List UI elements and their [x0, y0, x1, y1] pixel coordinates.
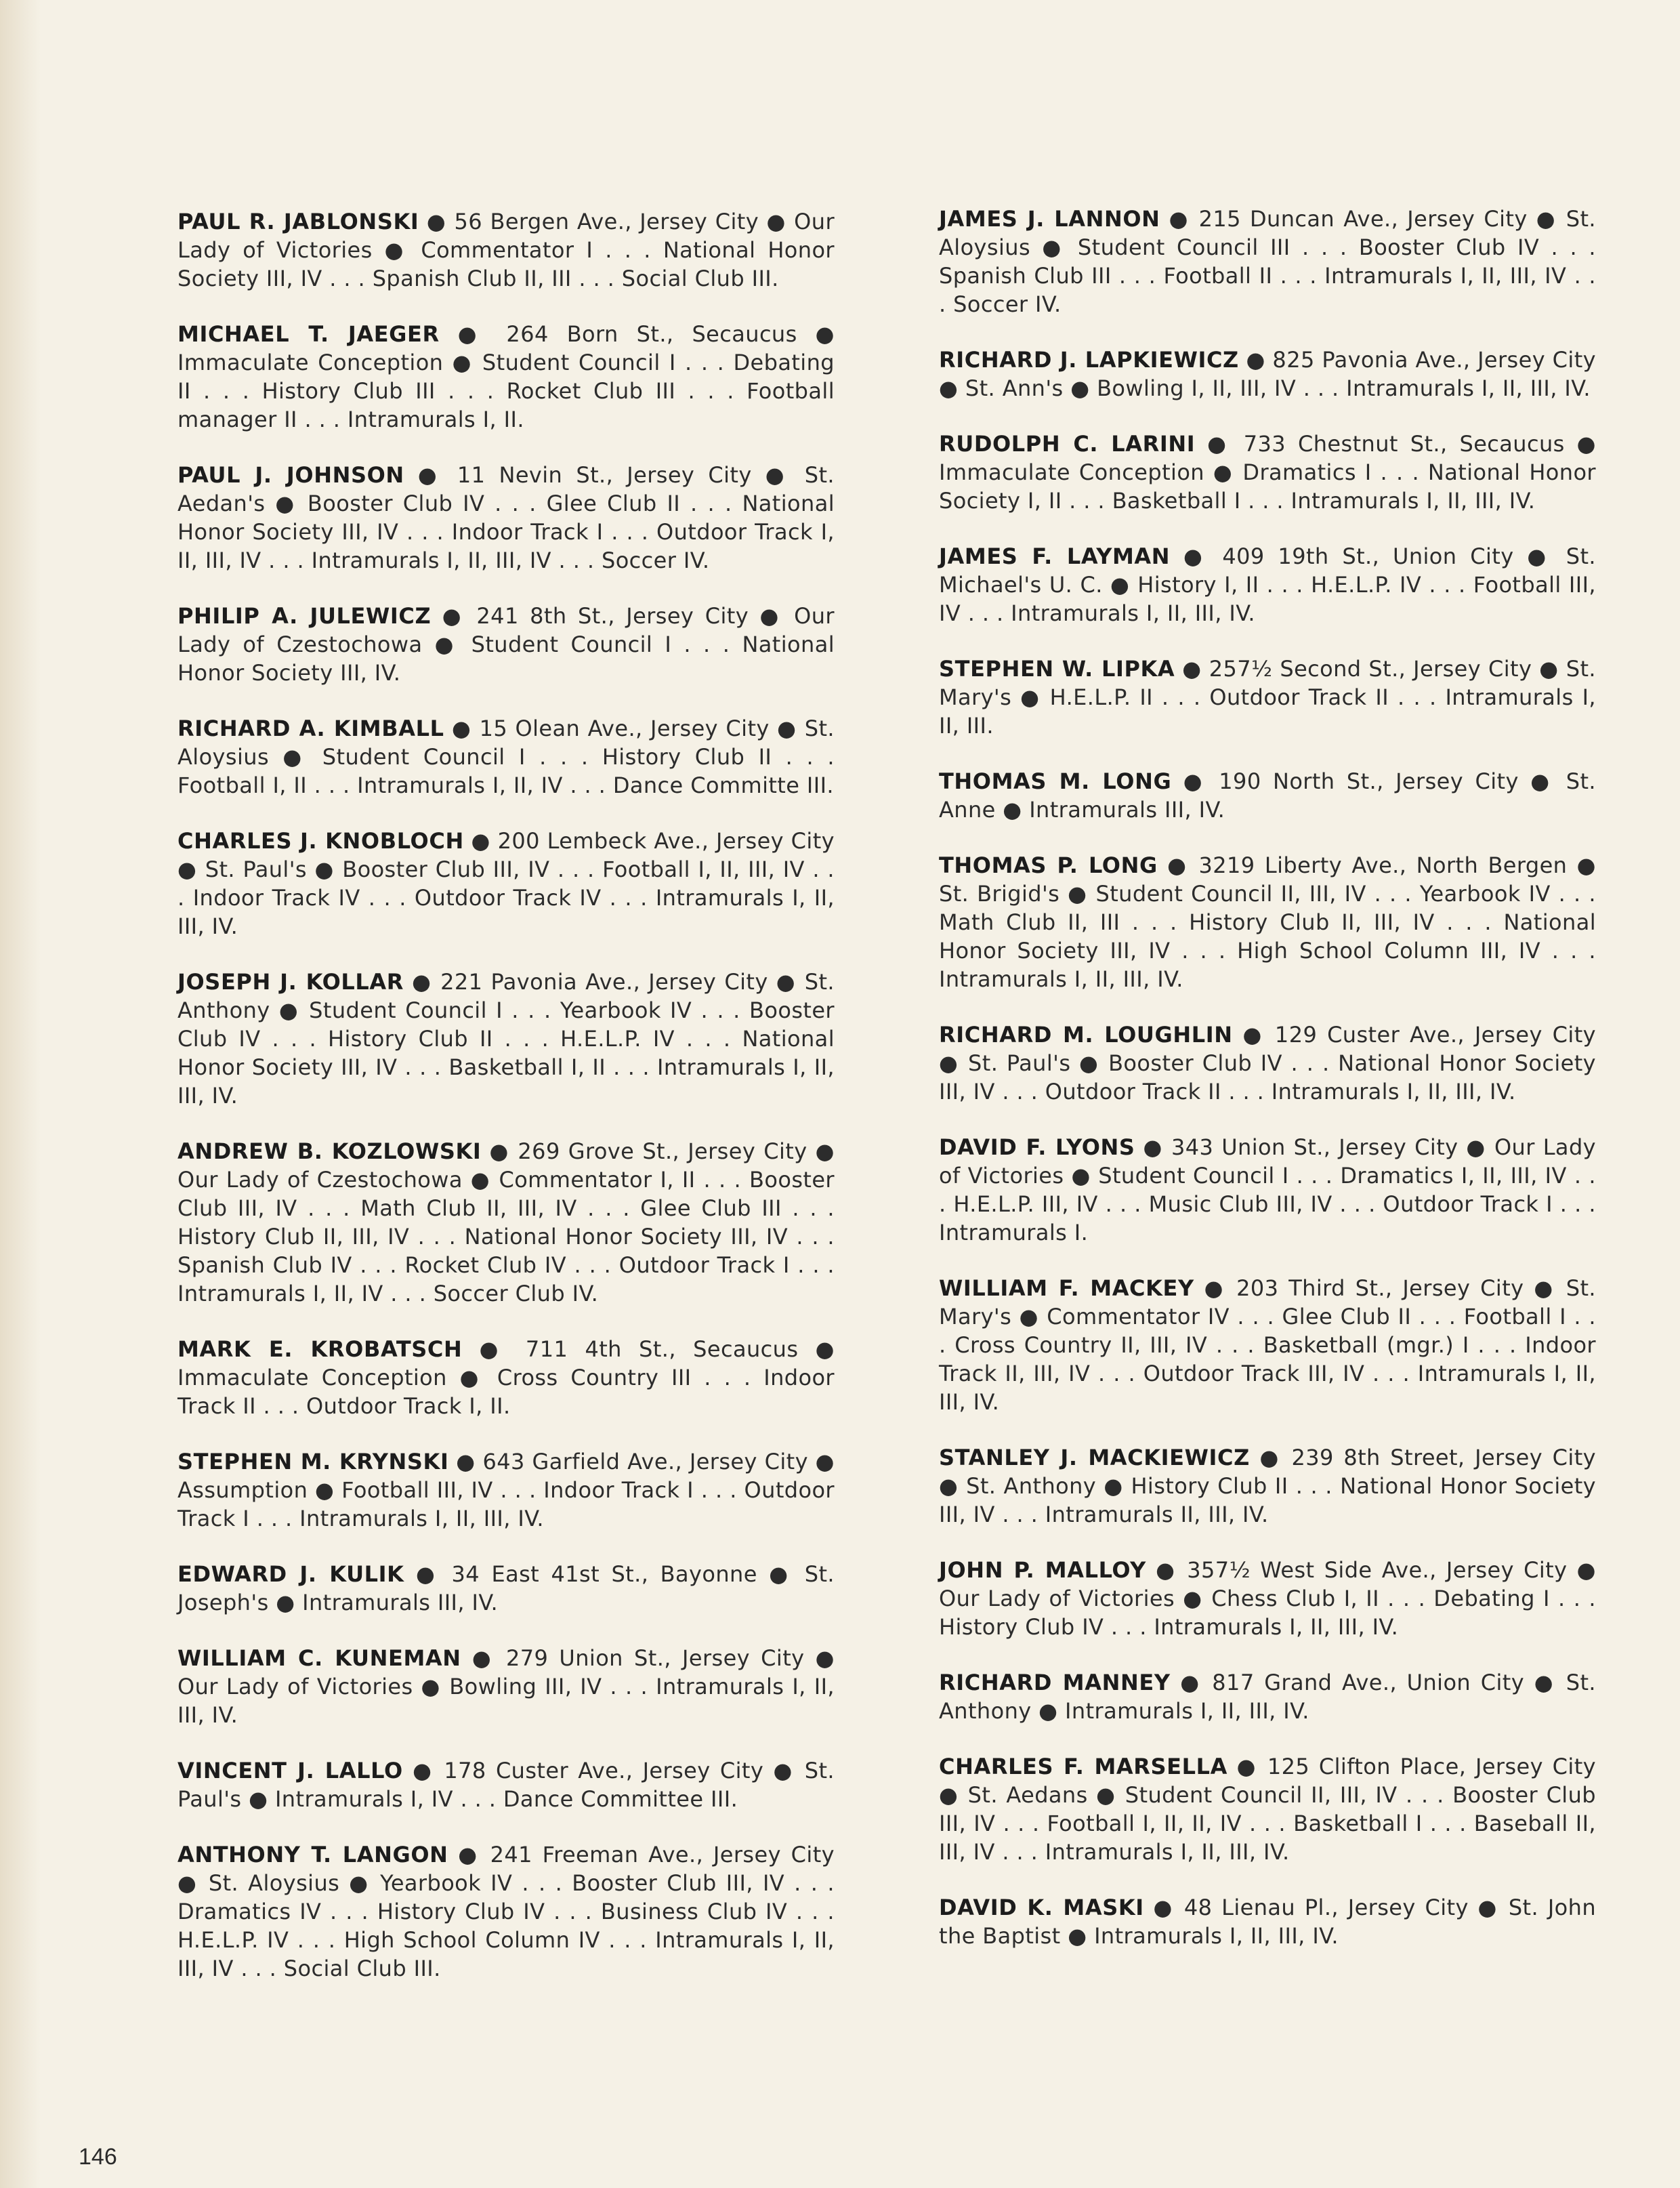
senior-entry: [939, 1752, 1596, 1866]
page-number: 146: [79, 2144, 117, 2170]
senior-entry: [939, 542, 1596, 627]
student-details: ● 34 East 41st St., Bayonne ● St. Joseph's ● Intramurals III, IV.: [177, 1561, 835, 1615]
student-name: PHILIP A. JULEWICZ: [177, 603, 432, 629]
student-details: ● 239 8th Street, Jersey City ● St. Anthony ● History Club II . . . National Honor Society III, IV . . . Intramurals II, III, IV.: [939, 1445, 1596, 1527]
student-name: RUDOLPH C. LARINI: [939, 431, 1196, 457]
student-details: ● 203 Third St., Jersey City ● St. Mary's ● Commentator IV . . . Glee Club II . . . Football I . . . Cross Country II, III, IV . . . Basketball (mgr.) I . . . Indoor Track II, III, IV . . . Outdoor Track III, IV . . . Intramurals I, II, III, IV.: [939, 1275, 1597, 1415]
student-name: MICHAEL T. JAEGER: [177, 321, 440, 347]
student-name: ANDREW B. KOZLOWSKI: [177, 1138, 482, 1164]
student-name: JAMES J. LANNON: [939, 206, 1160, 232]
senior-entry: [939, 1020, 1596, 1106]
student-details: ● 643 Garfield Ave., Jersey City ● Assumption ● Football III, IV . . . Indoor Track I . . . Outdoor Track I . . . Intramurals I, II, III, IV.: [177, 1449, 835, 1531]
senior-entry: [939, 1556, 1596, 1641]
student-details: ● 343 Union St., Jersey City ● Our Lady of Victories ● Student Council I . . . Dramatics I, II, III, IV . . . H.E.L.P. III, IV . . . Music Club III, IV . . . Outdoor Track I . . . Intramurals I.: [939, 1134, 1596, 1245]
senior-entry: [939, 346, 1596, 402]
student-details: ● 200 Lembeck Ave., Jersey City ● St. Paul's ● Booster Club III, IV . . . Football I, II, III, IV . . . Indoor Track IV . . . Outdoor Track IV . . . Intramurals I, II, III, IV.: [177, 828, 835, 939]
right-column: [939, 205, 1596, 1977]
senior-entry: [177, 1644, 835, 1729]
student-details: ● 825 Pavonia Ave., Jersey City ● St. Ann's ● Bowling I, II, III, IV . . . Intramurals I, II, III, IV.: [939, 347, 1596, 401]
student-name: CHARLES F. MARSELLA: [939, 1754, 1227, 1779]
student-name: STANLEY J. MACKIEWICZ: [939, 1445, 1250, 1470]
senior-entry: [177, 1840, 835, 1983]
senior-entry: [939, 1133, 1596, 1247]
senior-entry: [939, 430, 1596, 515]
student-details: ● 125 Clifton Place, Jersey City ● St. Aedans ● Student Council II, III, IV . . . Booster Club III, IV . . . Football I, II, II, IV . . . Basketball I . . . Baseball II, III, IV . . . Intramurals I, II, III, IV.: [939, 1754, 1597, 1865]
student-details: ● 241 8th St., Jersey City ● Our Lady of Czestochowa ● Student Council I . . . National Honor Society III, IV.: [177, 603, 835, 686]
page-edge-shading: [0, 0, 41, 2188]
student-details: ● 3219 Liberty Ave., North Bergen ● St. Brigid's ● Student Council II, III, IV . . . Yearbook IV . . . Math Club II, III . . . History Club II, III, IV . . . National Honor Society III, IV . . . High School Column III, IV . . . Intramurals I, II, III, IV.: [939, 852, 1596, 992]
senior-entry: [177, 1137, 835, 1308]
student-name: RICHARD M. LOUGHLIN: [939, 1022, 1233, 1048]
student-name: JOSEPH J. KOLLAR: [177, 969, 404, 995]
senior-entry: [177, 1335, 835, 1420]
student-details: ● 241 Freeman Ave., Jersey City ● St. Aloysius ● Yearbook IV . . . Booster Club III, IV . . . Dramatics IV . . . History Club IV . . . Business Club IV . . . H.E.L.P. IV . . . High School Column IV . . . Intramurals I, II, III, IV . . . Social Club III.: [177, 1842, 835, 1981]
student-details: ● 15 Olean Ave., Jersey City ● St. Aloysius ● Student Council I . . . History Club II . . . Football I, II . . . Intramurals I, II, IV . . . Dance Committe III.: [177, 716, 835, 798]
student-details: ● 48 Lienau Pl., Jersey City ● St. John the Baptist ● Intramurals I, II, III, IV.: [939, 1895, 1597, 1949]
student-name: MARK E. KROBATSCH: [177, 1336, 463, 1362]
student-name: PAUL R. JABLONSKI: [177, 209, 419, 234]
senior-entry: [939, 1668, 1596, 1725]
student-name: DAVID F. LYONS: [939, 1134, 1135, 1160]
student-name: RICHARD MANNEY: [939, 1670, 1171, 1695]
senior-entry: [177, 461, 835, 575]
student-details: ● 178 Custer Ave., Jersey City ● St. Paul's ● Intramurals I, IV . . . Dance Committee III.: [177, 1758, 835, 1812]
student-name: RICHARD A. KIMBALL: [177, 716, 444, 741]
student-name: CHARLES J. KNOBLOCH: [177, 828, 464, 854]
student-details: ● 215 Duncan Ave., Jersey City ● St. Aloysius ● Student Council III . . . Booster Club IV . . . Spanish Club III . . . Football II . . . Intramurals I, II, III, IV . . . Soccer IV.: [939, 206, 1596, 317]
student-name: STEPHEN W. LIPKA: [939, 656, 1175, 682]
student-details: ● 711 4th St., Secaucus ● Immaculate Conception ● Cross Country III . . . Indoor Track II . . . Outdoor Track I, II.: [177, 1336, 835, 1419]
student-name: VINCENT J. LALLO: [177, 1758, 403, 1783]
senior-entry: [939, 1443, 1596, 1529]
senior-entry: [177, 968, 835, 1110]
student-details: ● 409 19th St., Union City ● St. Michael's U. C. ● History I, II . . . H.E.L.P. IV . . . Football III, IV . . . Intramurals I, II, III, IV.: [939, 543, 1597, 626]
senior-entry: [939, 1274, 1596, 1416]
student-details: ● 221 Pavonia Ave., Jersey City ● St. Anthony ● Student Council I . . . Yearbook IV . . . Booster Club IV . . . History Club II . . . H.E.L.P. IV . . . National Honor Society III, IV . . . Basketball I, II . . . Intramurals I, II, III, IV.: [177, 969, 835, 1109]
student-details: ● 129 Custer Ave., Jersey City ● St. Paul's ● Booster Club IV . . . National Honor Society III, IV . . . Outdoor Track II . . . Intramurals I, II, III, IV.: [939, 1022, 1597, 1105]
student-name: EDWARD J. KULIK: [177, 1561, 404, 1587]
student-name: JAMES F. LAYMAN: [939, 543, 1171, 569]
senior-entry: [177, 714, 835, 800]
senior-entry: [939, 767, 1596, 824]
senior-entry: [939, 205, 1596, 318]
student-details: ● 357½ West Side Ave., Jersey City ● Our Lady of Victories ● Chess Club I, II . . . Debating I . . . History Club IV . . . Intramurals I, II, III, IV.: [939, 1557, 1596, 1640]
senior-entry: [177, 602, 835, 687]
student-name: JOHN P. MALLOY: [939, 1557, 1146, 1583]
student-name: STEPHEN M. KRYNSKI: [177, 1449, 449, 1474]
senior-entry: [939, 655, 1596, 740]
student-details: ● 733 Chestnut St., Secaucus ● Immaculate Conception ● Dramatics I . . . National Honor Society I, II . . . Basketball I . . . Intramurals I, II, III, IV.: [939, 431, 1596, 514]
senior-entry: [177, 1560, 835, 1617]
student-name: ANTHONY T. LANGON: [177, 1842, 448, 1867]
student-details: ● 257½ Second St., Jersey City ● St. Mary's ● H.E.L.P. II . . . Outdoor Track II . . . Intramurals I, II, III.: [939, 656, 1596, 739]
senior-entry: [939, 851, 1596, 993]
student-name: WILLIAM C. KUNEMAN: [177, 1645, 461, 1671]
senior-entry: [177, 1756, 835, 1813]
senior-entry: [177, 827, 835, 941]
student-details: ● 269 Grove St., Jersey City ● Our Lady of Czestochowa ● Commentator I, II . . . Booster Club III, IV . . . Math Club II, III, IV . . . Glee Club III . . . History Club II, III, IV . . . National Honor Society III, IV . . . Spanish Club IV . . . Rocket Club IV . . . Outdoor Track I . . . Intramurals I, II, IV . . . Soccer Club IV.: [177, 1138, 835, 1306]
student-name: PAUL J. JOHNSON: [177, 462, 404, 488]
student-name: DAVID K. MASKI: [939, 1895, 1144, 1920]
senior-entry: [177, 207, 835, 293]
student-name: THOMAS P. LONG: [939, 852, 1158, 878]
senior-entry: [177, 1447, 835, 1533]
senior-entry: [939, 1893, 1596, 1950]
senior-entry: [177, 320, 835, 434]
student-details: ● 190 North St., Jersey City ● St. Anne ● Intramurals III, IV.: [939, 768, 1597, 823]
student-details: ● 56 Bergen Ave., Jersey City ● Our Lady of Victories ● Commentator I . . . National Honor Society III, IV . . . Spanish Club II, III . . . Social Club III.: [177, 209, 835, 291]
student-details: ● 817 Grand Ave., Union City ● St. Anthony ● Intramurals I, II, III, IV.: [939, 1670, 1597, 1724]
student-name: WILLIAM F. MACKEY: [939, 1275, 1194, 1301]
student-name: RICHARD J. LAPKIEWICZ: [939, 347, 1239, 373]
student-name: THOMAS M. LONG: [939, 768, 1172, 794]
student-details: ● 264 Born St., Secaucus ● Immaculate Conception ● Student Council I . . . Debating II . . . History Club III . . . Rocket Club III . . . Football manager II . . . Intramurals I, II.: [177, 321, 835, 432]
student-details: ● 11 Nevin St., Jersey City ● St. Aedan's ● Booster Club IV . . . Glee Club II . . . National Honor Society III, IV . . . Indoor Track I . . . Outdoor Track I, II, III, IV . . . Intramurals I, II, III, IV . . . Soccer IV.: [177, 462, 835, 573]
left-column: [177, 207, 835, 2010]
student-details: ● 279 Union St., Jersey City ● Our Lady of Victories ● Bowling III, IV . . . Intramurals I, II, III, IV.: [177, 1645, 835, 1728]
